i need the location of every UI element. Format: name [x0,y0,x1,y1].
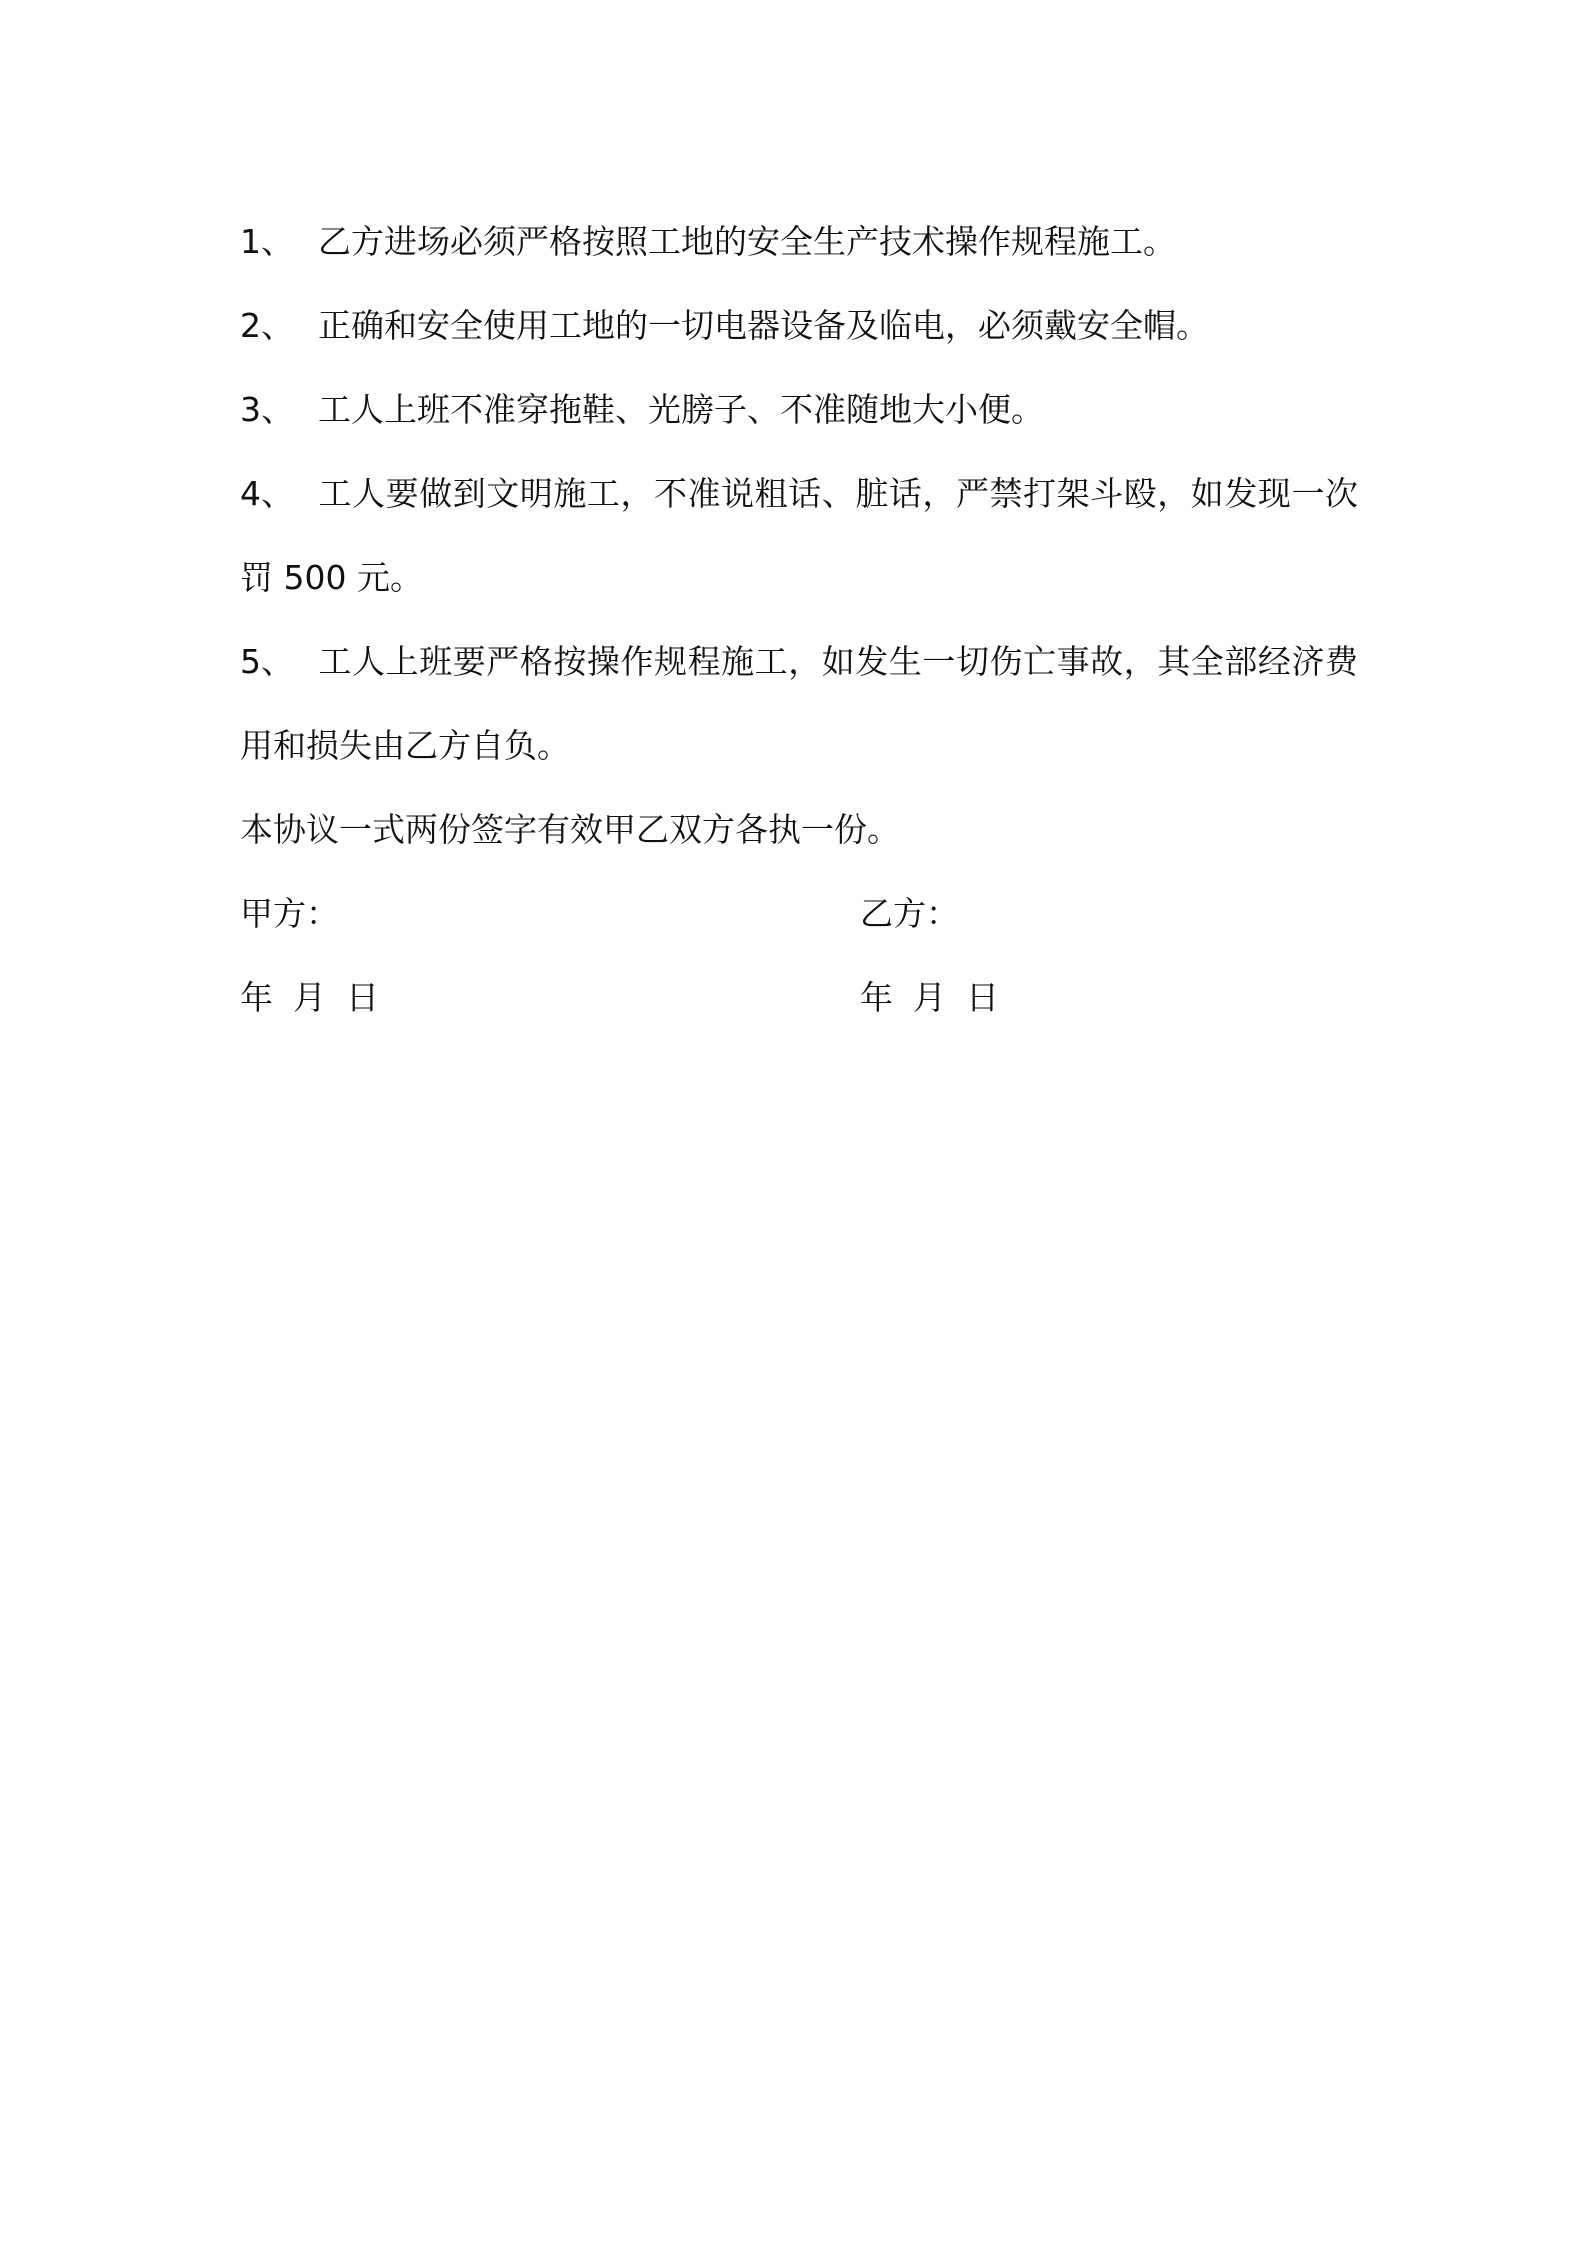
clause-text: 工人上班要严格按操作规程施工，如发生一切伤亡事故，其全部经济费用和损失由乙方自负。 [240,642,1358,765]
clause-text: 工人要做到文明施工，不准说粗话、脏话，严禁打架斗殴，如发现一次罚 500 元。 [240,474,1358,597]
party-b-label: 乙方： [860,894,959,933]
signature-row [240,872,1358,956]
month-label: 月 [913,978,946,1017]
party-a-date [240,956,399,1040]
clause-number: 4、 [240,474,294,513]
date-row [240,956,1358,1040]
day-label: 日 [346,978,379,1017]
year-label: 年 [240,978,273,1017]
day-label: 日 [966,978,999,1017]
clause-list [240,200,1358,1040]
party-a-label: 甲方： [240,894,339,933]
clause-text: 工人上班不准穿拖鞋、光膀子、不准随地大小便。 [318,390,1044,429]
clause-number: 1、 [240,222,294,261]
clause-number: 3、 [240,390,294,429]
party-b-date [860,956,1019,1040]
clause-item [240,368,1358,452]
clause-text: 乙方进场必须严格按照工地的安全生产技术操作规程施工。 [318,222,1176,261]
month-label: 月 [293,978,326,1017]
clause-item [240,452,1358,620]
clause-item [240,200,1358,284]
agreement-statement: 本协议一式两份签字有效甲乙双方各执一份。 [240,810,900,849]
year-label: 年 [860,978,893,1017]
clause-number: 2、 [240,306,294,345]
clause-item [240,620,1358,788]
clause-item [240,284,1358,368]
clause-number: 5、 [240,642,294,681]
clause-text: 正确和安全使用工地的一切电器设备及临电，必须戴安全帽。 [318,306,1209,345]
